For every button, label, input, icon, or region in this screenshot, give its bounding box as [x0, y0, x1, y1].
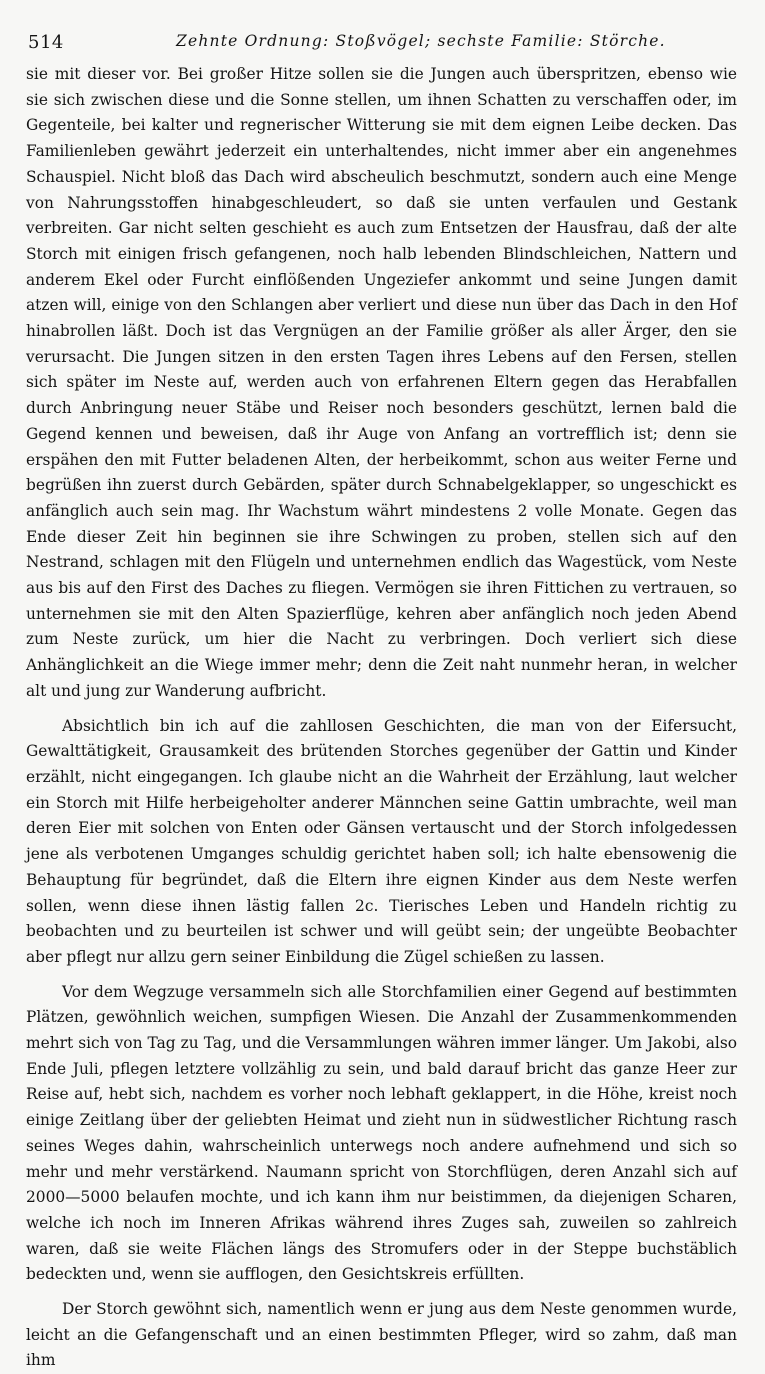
page-header — [26, 0, 737, 62]
paragraph-1: sie mit dieser vor. Bei großer Hitze sollen sie die Jungen auch überspritzen, ebenso wie sie sich zwischen diese und die Sonne stellen, um ihnen Schatten zu verschaffen oder, im Gegenteile, bei kalter und regnerischer Witterung sie mit dem eignen Leibe decken. Das Familienleben gewährt jederzeit ein unterhaltendes, nicht immer aber ein angenehmes Schauspiel. Nicht bloß das Dach wird abscheulich beschmutzt, sondern auch eine Menge von Nahrungsstoffen hinabgeschleudert, so daß sie unten verfaulen und Gestank verbreiten. Gar nicht selten geschieht es auch zum Entsetzen der Hausfrau, daß der alte Storch mit einigen frisch gefangenen, noch halb lebenden Blindschleichen, Nattern und anderem Ekel oder Furcht einflößenden Ungeziefer ankommt und seine Jungen damit atzen will, einige von den Schlangen aber verliert und diese nun über das Dach in den Hof hinabrollen läßt. Doch ist das Vergnügen an der Familie größer als aller Ärger, den sie verursacht. Die Jungen sitzen in den ersten Tagen ihres Lebens auf den Fersen, stellen sich später im Neste auf, werden auch von erfahrenen Eltern gegen das Herabfallen durch Anbringung neuer Stäbe und Reiser noch besonders geschützt, lernen bald die Gegend kennen und beweisen, daß ihr Auge von Anfang an vortrefflich ist; denn sie erspähen den mit Futter beladenen Alten, der herbeikommt, schon aus weiter Ferne und begrüßen ihn zuerst durch Gebärden, später durch Schnabelgeklapper, so ungeschickt es anfänglich auch sein mag. Ihr Wachstum währt mindestens 2 volle Monate. Gegen das Ende dieser Zeit hin beginnen sie ihre Schwingen zu proben, stellen sich auf den Nestrand, schlagen mit den Flügeln und unternehmen endlich das Wagestück, vom Neste aus bis auf den First des Daches zu fliegen. Vermögen sie ihren Fittichen zu vertrauen, so unternehmen sie mit den Alten Spazierflüge, kehren aber anfänglich noch jeden Abend zum Neste zurück, um hier die Nacht zu verbringen. Doch verliert sich diese Anhänglichkeit an die Wiege immer mehr; denn die Zeit naht nunmehr heran, in welcher alt und jung zur Wanderung aufbricht. — [26, 65, 737, 700]
paragraph-2: Absichtlich bin ich auf die zahllosen Geschichten, die man von der Eifersucht, Gewalttätigkeit, Grausamkeit des brütenden Storches gegenüber der Gattin und Kinder erzählt, nicht eingegangen. Ich glaube nicht an die Wahrheit der Erzählung, laut welcher ein Storch mit Hilfe herbeigeholter anderer Männchen seine Gattin umbrachte, weil man deren Eier mit solchen von Enten oder Gänsen vertauscht und der Storch infolgedessen jene als verbotenen Umganges schuldig gerichtet haben soll; ich halte ebensowenig die Behauptung für begründet, daß die Eltern ihre eignen Kinder aus dem Neste werfen sollen, wenn diese ihnen lästig fallen 2c. Tierisches Leben und Handeln richtig zu beobachten und zu beurteilen ist schwer und will geübt sein; der ungeübte Beobachter aber pflegt nur allzu gern seiner Einbildung die Zügel schießen zu lassen. — [26, 716, 737, 966]
running-head: Zehnte Ordnung: Stoßvögel; sechste Familie: Störche. — [176, 32, 666, 50]
paragraph-3: Vor dem Wegzuge versammeln sich alle Storchfamilien einer Gegend auf bestimmten Plätzen, gewöhnlich weichen, sumpfigen Wiesen. Die Anzahl der Zusammenkommenden mehrt sich von Tag zu Tag, und die Versammlungen währen immer länger. Um Jakobi, also Ende Juli, pflegen letztere vollzählig zu sein, und bald darauf bricht das ganze Heer zur Reise auf, hebt sich, nachdem es vorher noch lebhaft geklappert, in die Höhe, kreist noch einige Zeitlang über der geliebten Heimat und zieht nun in südwestlicher Richtung rasch seines Weges dahin, wahrscheinlich unterwegs noch andere aufnehmend und sich so mehr und mehr verstärkend. Naumann spricht von Storchflügen, deren Anzahl sich auf 2000—5000 belaufen mochte, und ich kann ihm nur beistimmen, da diejenigen Scharen, welche ich noch im Inneren Afrikas während ihres Zuges sah, zuweilen so zahlreich waren, daß sie weite Flächen längs des Stromufers oder in der Steppe buchstäblich bedeckten und, wenn sie aufflogen, den Gesichtskreis erfüllten. — [26, 982, 737, 1284]
body-text — [26, 62, 737, 1374]
page-number: 514 — [28, 32, 64, 53]
paragraph-4: Der Storch gewöhnt sich, namentlich wenn er jung aus dem Neste genommen wurde, leicht an die Gefangenschaft und an einen bestimmten Pfleger, wird so zahm, daß man ihm — [26, 1300, 737, 1370]
